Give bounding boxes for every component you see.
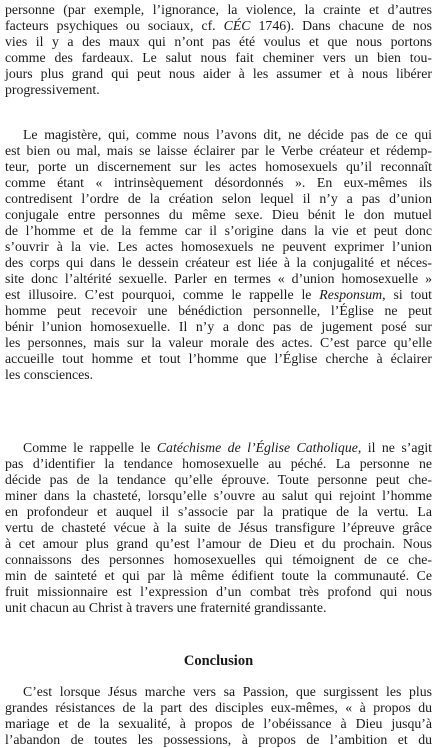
text-line: comme étant « intrinsèquement désordonnés ». En eux-mêmes ils xyxy=(5,175,432,190)
text-line: contredisent l’ordre de la création selon lequel il n’y a pas d’union xyxy=(5,191,432,206)
text-line: Comme le rappelle le Catéchisme de l’Église Catholique, il ne s’agit xyxy=(23,440,433,455)
text-line: fruit missionnaire est l’expression d’un combat très profond qui nous xyxy=(5,584,432,599)
text-line: C’est lorsque Jésus marche vers sa Passion, que surgissent les plus xyxy=(23,684,432,699)
text-line: connaissons des personnes homosexuelles qui témoignent de ce che- xyxy=(5,552,432,567)
text-line: les personnes, mais sur la valeur morale des actes. C’est parce qu’elle xyxy=(5,335,432,350)
text-line: vertu de chasteté vécue à la suite de Jésus transfigure l’épreuve grâce xyxy=(5,520,432,535)
text-line xyxy=(5,18,432,34)
text-line: miner dans la chasteté, lorsqu’elle s’ouvre au salut qui rejoint l’homme xyxy=(5,488,432,503)
text-line: teur, porte un discernement sur les actes homosexuels qu’il reconnaît xyxy=(5,159,432,174)
text-segment: 1746). Dans chacune de nos xyxy=(250,18,432,33)
paragraph-conclusion xyxy=(5,684,432,748)
catechisme-title: Catéchisme de l’Église Catholique xyxy=(156,440,358,455)
text-line: les consciences. xyxy=(5,367,94,382)
text-segment: facteurs psychiques ou sociaux, cf. xyxy=(5,18,224,33)
paragraph-catechisme xyxy=(5,440,432,616)
text-line: mariage et de la sexualité, à propos de l’obéissance à Dieu jusqu’à xyxy=(5,716,432,731)
section-heading-conclusion: Conclusion xyxy=(183,653,254,669)
text-line: décide pas de la tendance qu’elle éprouve. Toute personne peut che- xyxy=(5,472,432,487)
text-line: bénir l’union homosexuelle. Il n’y a donc pas de jugement posé sur xyxy=(5,319,432,334)
text-line: Le magistère, qui, comme nous l’avons dit, ne décide pas de ce qui xyxy=(23,127,432,142)
cec-abbreviation: CÉC xyxy=(223,18,251,33)
text-line: pas d’identifier la tendance homosexuelle au péché. La personne ne xyxy=(5,456,432,471)
text-line: à cet amour plus grand qu’est l’amour de Dieu et du prochain. Nous xyxy=(5,536,432,551)
text-line: personne (par exemple, l’ignorance, la violence, la crainte et d’autres xyxy=(5,2,432,17)
text-line: de l’homme et de la femme car il s’origine dans la vie et peut donc xyxy=(5,223,432,238)
text-line: jours plus grand qui peut nous aider à les assumer et à nous libérer xyxy=(5,66,432,81)
responsum-title: Responsum xyxy=(319,287,383,302)
text-line: comme des fardeaux. Le salut nous fait cheminer vers un bien tou- xyxy=(5,50,432,65)
text-line: progressivement. xyxy=(5,82,100,97)
text-line: vies il y a des maux qui n’ont pas été voulus et que nous portons xyxy=(5,34,432,49)
text-line: grandes résistances de la part des disciples eux-mêmes, « à propos du xyxy=(5,700,432,715)
paragraph-continued xyxy=(5,2,432,98)
text-line: est bien ou mal, mais se laisse éclairer par le Verbe créateur et rédemp- xyxy=(5,143,432,158)
text-line: s’ouvrir à la vie. Les actes homosexuels ne peuvent exprimer l’union xyxy=(5,239,432,254)
text-line: conjugale entre personnes du même sexe. Dieu bénit le don mutuel xyxy=(5,207,432,222)
text-line: l’abandon de toutes les possessions, à propos de l’ambition et du xyxy=(5,732,432,747)
paragraph-magistere xyxy=(5,127,432,383)
text-line: en profondeur et auquel il s’associe par la pratique de la vertu. La xyxy=(5,504,432,519)
text-line: unit chacun au Christ à travers une fraternité grandissante. xyxy=(5,600,327,615)
text-line: site donc l’altérité sexuelle. Parler en termes « d’union homosexuelle » xyxy=(5,271,432,286)
text-line: homme peut recevoir une bénédiction personnelle, l’Église ne peut xyxy=(5,303,432,318)
text-line: est illusoire. C’est pourquoi, comme le rappelle le Responsum, si tout xyxy=(5,287,432,302)
text-line: min de sainteté et qui par là même édifient toute la communauté. Ce xyxy=(5,568,432,583)
text-line: accueille tout homme et tout l’homme que l’Église cherche à éclairer xyxy=(5,351,432,366)
text-line: des corps qui dans le dessein créateur est liée à la conjugalité et néces- xyxy=(5,255,432,270)
